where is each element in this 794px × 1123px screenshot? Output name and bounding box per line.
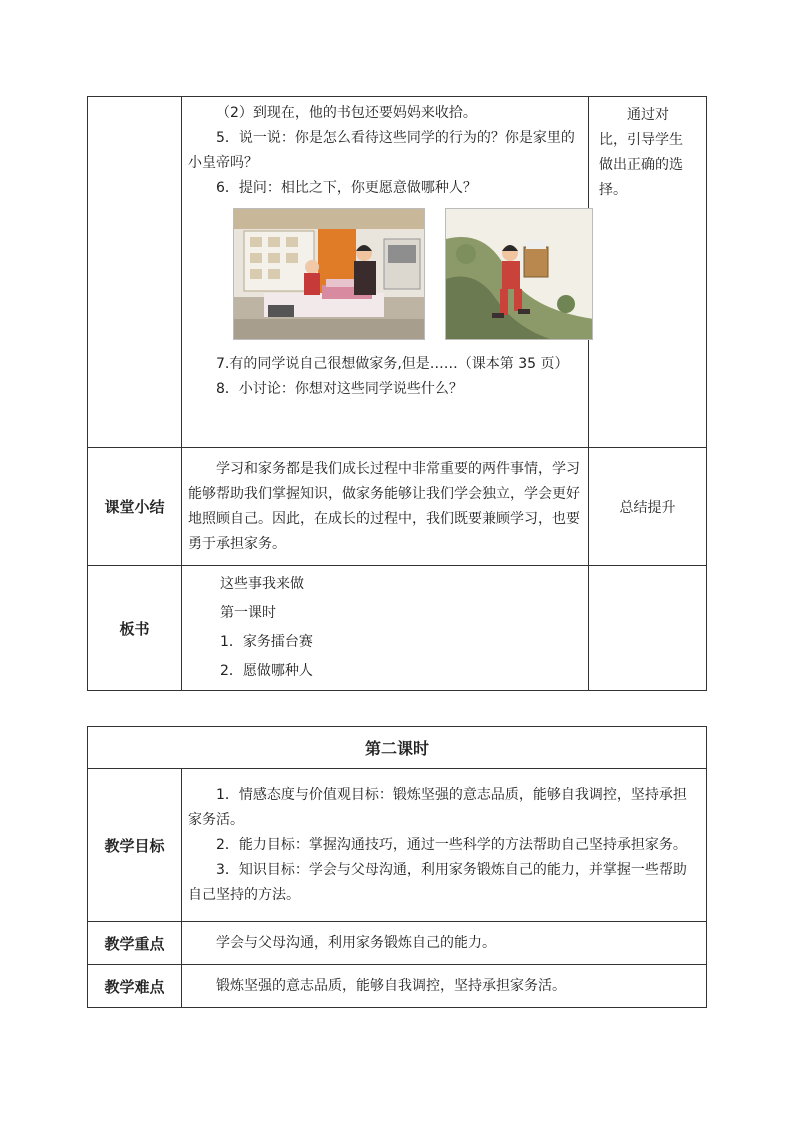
goals-content xyxy=(182,769,707,922)
goals-row xyxy=(88,769,707,922)
activity-purpose xyxy=(589,97,707,448)
key-label: 教学重点 xyxy=(88,922,182,965)
difficulty-label: 教学难点 xyxy=(88,965,182,1008)
board-line: 第一课时 xyxy=(220,605,276,621)
section-title: 第二课时 xyxy=(88,727,707,769)
goals-label: 教学目标 xyxy=(88,769,182,922)
activity-line: 6．提问：相比之下，你更愿意做哪种人？ xyxy=(216,180,477,196)
activity-line: （2）到现在，他的书包还要妈妈来收拾。 xyxy=(216,105,477,121)
summary-purpose: 总结提升 xyxy=(589,448,707,566)
lesson-table-1 xyxy=(87,96,707,691)
illustration-child-carrying-basket xyxy=(445,208,593,340)
board-row xyxy=(88,566,707,691)
empty-label-cell xyxy=(88,97,182,448)
difficulty-row xyxy=(88,965,707,1008)
goal-line: 3．知识目标：学会与父母沟通，利用家务锻炼自己的能力，并掌握一些帮助自己坚持的方法。 xyxy=(188,861,687,903)
summary-label: 课堂小结 xyxy=(88,448,182,566)
title-row xyxy=(88,727,707,769)
key-row xyxy=(88,922,707,965)
board-content xyxy=(182,566,589,691)
difficulty-content: 锻炼坚强的意志品质，能够自我调控，坚持承担家务活。 xyxy=(216,977,566,994)
board-line: 1．家务擂台赛 xyxy=(220,634,313,650)
summary-content: 学习和家务都是我们成长过程中非常重要的两件事情，学习能够帮助我们掌握知识，做家务能够让我们学会独立，学会更好地照顾自己。因此，在成长的过程中，我们既要兼顾学习，也要勇于承担家务。 xyxy=(188,460,580,552)
activity-purpose-text: 通过对比，引导学生做出正确的选择。 xyxy=(599,107,683,198)
activity-line: 5．说一说：你是怎么看待这些同学的行为的？你是家里的小皇帝吗？ xyxy=(188,130,575,171)
goal-line: 1．情感态度与价值观目标：锻炼坚强的意志品质，能够自我调控，坚持承担家务活。 xyxy=(188,786,687,828)
goal-line: 2．能力目标：掌握沟通技巧，通过一些科学的方法帮助自己坚持承担家务。 xyxy=(216,836,687,853)
key-content-cell xyxy=(182,922,707,965)
board-empty-cell xyxy=(589,566,707,691)
difficulty-content-cell xyxy=(182,965,707,1008)
activity-row xyxy=(88,97,707,448)
activity-line: 7.有的同学说自己很想做家务,但是……（课本第 35 页） xyxy=(216,356,569,372)
lesson-table-2 xyxy=(87,726,707,1008)
board-line: 这些事我来做 xyxy=(220,576,304,592)
board-line: 2．愿做哪种人 xyxy=(220,663,313,679)
illustration-group xyxy=(188,208,582,344)
activity-content xyxy=(182,97,589,448)
activity-line: 8．小讨论：你想对这些同学说些什么？ xyxy=(216,381,463,397)
board-label: 板书 xyxy=(88,566,182,691)
summary-row xyxy=(88,448,707,566)
summary-content-cell xyxy=(182,448,589,566)
key-content: 学会与父母沟通，利用家务锻炼自己的能力。 xyxy=(216,934,496,951)
illustration-mother-making-bed xyxy=(233,208,425,340)
